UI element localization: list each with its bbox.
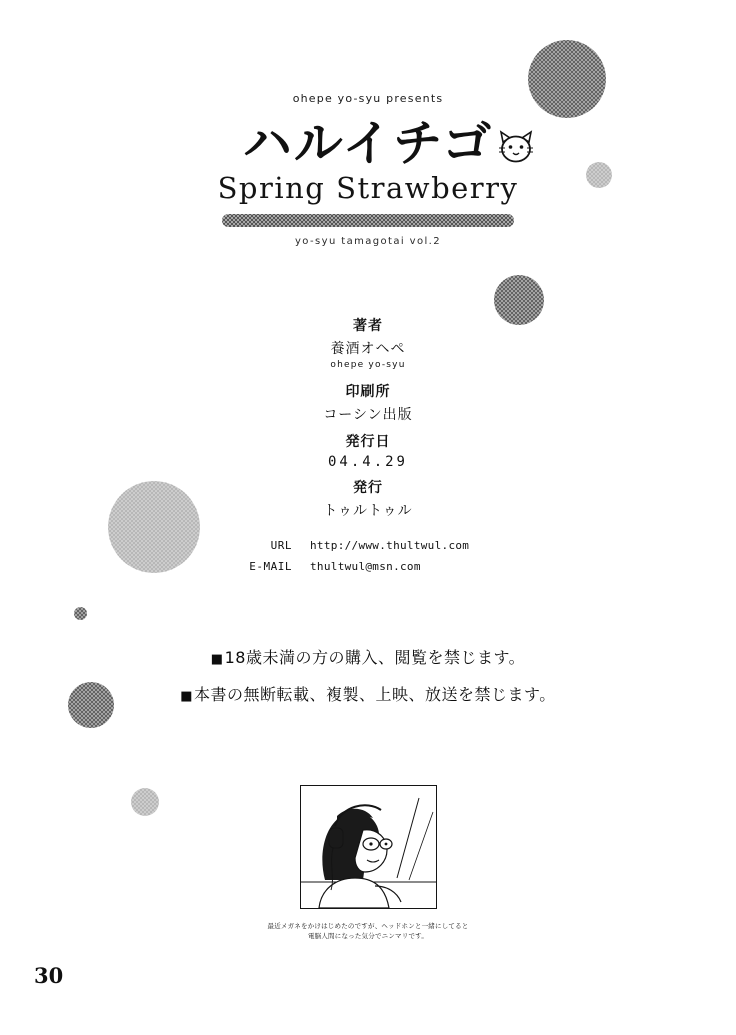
title-block bbox=[0, 115, 736, 248]
url-label: URL bbox=[270, 539, 292, 552]
comic-block bbox=[0, 785, 736, 941]
notice-age-text: 18歳未満の方の購入、閲覧を禁じます。 bbox=[224, 648, 526, 667]
series-line: yo-syu tamagotai vol.2 bbox=[294, 236, 442, 248]
cat-face-icon bbox=[497, 122, 535, 156]
author-romaji: ohepe yo-syu bbox=[330, 360, 406, 370]
square-bullet-icon: ■ bbox=[210, 652, 224, 667]
title-english: Spring Strawberry bbox=[217, 171, 519, 206]
contact-block bbox=[0, 536, 736, 578]
halftone-dot bbox=[528, 40, 606, 118]
notice-copyright bbox=[0, 682, 736, 705]
square-bullet-icon: ■ bbox=[180, 689, 194, 704]
colophon bbox=[0, 315, 736, 578]
author-name: 養酒オヘペ bbox=[330, 341, 406, 357]
title-japanese bbox=[242, 115, 494, 172]
printer-label: 印刷所 bbox=[345, 384, 391, 400]
date-value: 04.4.29 bbox=[327, 454, 408, 470]
notice-age-restriction bbox=[0, 645, 736, 668]
presents-credit: ohepe yo-syu presents bbox=[292, 92, 444, 105]
author-self-portrait-panel bbox=[300, 785, 437, 909]
halftone-dot bbox=[74, 607, 87, 620]
publisher-label: 発行 bbox=[353, 480, 383, 496]
comic-caption-line1: 最近メガネをかけはじめたのですが、ヘッドホンと一緒にしてると bbox=[267, 922, 469, 930]
contact-row-url bbox=[0, 536, 736, 557]
comic-caption bbox=[0, 921, 736, 941]
contact-row-email bbox=[0, 557, 736, 578]
author-label: 著者 bbox=[353, 318, 383, 334]
url-value[interactable]: http://www.thultwul.com bbox=[310, 539, 470, 552]
title-underline-bar bbox=[222, 214, 514, 227]
email-label: E-MAIL bbox=[249, 559, 292, 573]
notice-copyright-text: 本書の無断転載、複製、上映、放送を禁じます。 bbox=[194, 685, 556, 704]
email-value[interactable]: thultwul@msn.com bbox=[310, 559, 421, 573]
date-label: 発行日 bbox=[345, 434, 391, 450]
printer-name: コーシン出版 bbox=[323, 407, 413, 423]
title-japanese-text: ハルイチゴ bbox=[242, 115, 494, 172]
page-number: 30 bbox=[34, 963, 64, 988]
publisher-name: トゥルトゥル bbox=[323, 503, 413, 519]
notices-block bbox=[0, 645, 736, 719]
comic-caption-line2: 電脳人間になった気分でニンマリです。 bbox=[307, 932, 429, 941]
